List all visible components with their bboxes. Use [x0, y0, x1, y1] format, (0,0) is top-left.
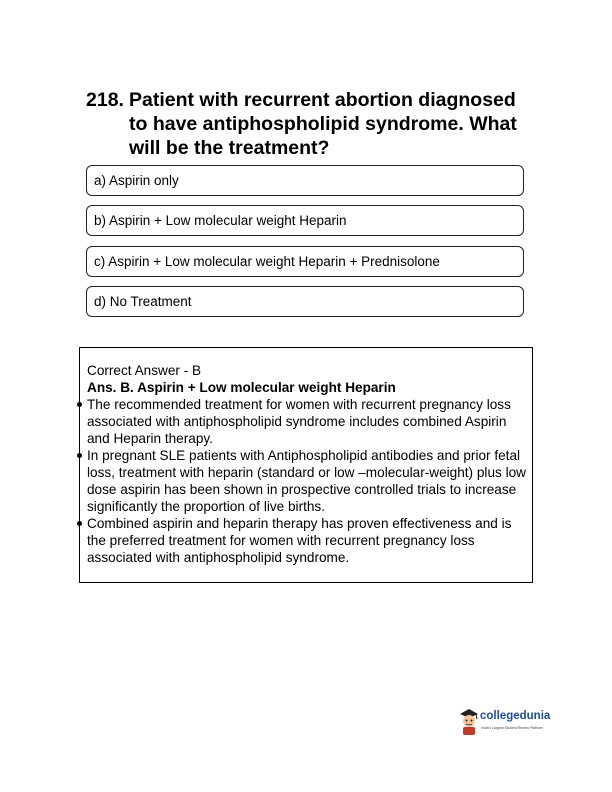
mascot-icon — [458, 708, 480, 736]
option-a[interactable]: a) Aspirin only — [86, 165, 524, 196]
option-b[interactable]: b) Aspirin + Low molecular weight Heparin — [86, 205, 524, 236]
bullet-icon — [77, 521, 82, 526]
option-d[interactable]: d) No Treatment — [86, 286, 524, 317]
answer-heading: Ans. B. Aspirin + Low molecular weight Heparin — [87, 380, 396, 395]
bullet-icon — [77, 402, 82, 407]
brand-name: collegedunia — [480, 710, 551, 722]
brand-tagline: India's Largest Student Review Platform — [481, 726, 544, 730]
bullet-icon — [77, 453, 82, 458]
explanation-point: Combined aspirin and heparin therapy has proven effectiveness and is the preferred treatment for women with recurrent pregnancy loss associated with antiphospholipid syndrome. — [87, 515, 526, 566]
question-number: 218. — [86, 89, 124, 111]
explanation-point: In pregnant SLE patients with Antiphospholipid antibodies and prior fetal loss, treatment with heparin (standard or low –molecular-weight) plus low dose aspirin has been shown in prospective controlled trials to increase significantly the proportion of live births. — [87, 447, 526, 515]
question-text: Patient with recurrent abortion diagnosed to have antiphospholipid syndrome. What will be the treatment? — [129, 89, 517, 159]
answer-explanation-box — [79, 347, 533, 583]
question-title — [86, 88, 526, 160]
brand-logo — [458, 708, 550, 740]
option-c[interactable]: c) Aspirin + Low molecular weight Heparin + Prednisolone — [86, 246, 524, 277]
explanation-list — [87, 396, 526, 566]
correct-answer-line: Correct Answer - B — [87, 363, 202, 378]
explanation-point: The recommended treatment for women with recurrent pregnancy loss associated with antiphospholipid syndrome includes combined Aspirin and Heparin therapy. — [87, 396, 526, 447]
